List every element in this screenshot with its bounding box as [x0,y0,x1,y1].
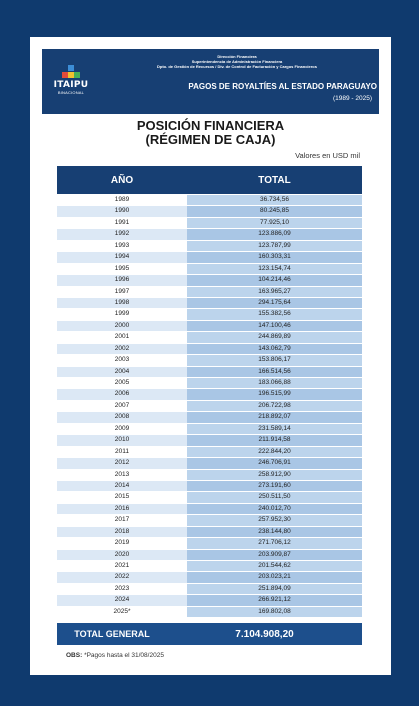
column-header-total: TOTAL [258,174,291,186]
units-label: Valores en USD mil [295,151,360,160]
itaipu-logo [50,65,92,105]
row-total: 153.806,17 [187,355,362,365]
row-year: 1995 [57,264,187,274]
total-row [57,623,362,645]
row-year: 2018 [57,527,187,537]
header-line: Dpto. de Gestión de Recursos / Div. de Control de Facturación y Cargos Financieros [157,64,317,69]
row-year: 1992 [57,229,187,239]
row-total: 183.066,88 [187,378,362,388]
footnote [66,652,164,659]
table-row [57,538,362,549]
table-row [57,309,362,320]
header-banner [42,49,379,114]
row-year: 2023 [57,584,187,594]
row-total: 257.952,30 [187,515,362,525]
row-total: 246.706,91 [187,458,362,468]
row-total: 36.734,56 [187,195,362,205]
header-line: Dirección Financiera [217,54,257,59]
page-title-line-1: POSICIÓN FINANCIERA [136,118,285,133]
row-year: 2017 [57,515,187,525]
row-total: 271.706,12 [187,538,362,548]
table-row [57,561,362,572]
row-total: 294.175,64 [187,298,362,308]
row-year: 2022 [57,572,187,582]
table-row [57,206,362,217]
header-period: (1989 - 2025) [332,95,372,102]
logo-name: ITAIPU [53,80,89,90]
row-year: 2013 [57,470,187,480]
table-row [57,344,362,355]
table-row [57,252,362,263]
logo-subtitle: BINACIONAL [57,90,85,95]
row-year: 2001 [57,332,187,342]
table-row [57,287,362,298]
row-total: 266.921,12 [187,595,362,605]
table-row [57,241,362,252]
table-row [57,355,362,366]
row-total: 80.245,85 [187,206,362,216]
row-year: 1989 [57,195,187,205]
header-title: PAGOS DE ROYALTÍES AL ESTADO PARAGUAYO [188,82,377,91]
table-row [57,401,362,412]
table-row [57,595,362,606]
table-row [57,435,362,446]
table-row [57,367,362,378]
row-total: 218.892,07 [187,412,362,422]
row-total: 104.214,46 [187,275,362,285]
total-value: 7.104.908,20 [235,628,294,640]
row-year: 2005 [57,378,187,388]
row-total: 143.062,79 [187,344,362,354]
table-body [57,195,362,618]
table-row [57,195,362,206]
page-title [30,119,391,147]
row-year: 2014 [57,481,187,491]
row-year: 1999 [57,309,187,319]
header-org-lines [102,54,372,69]
row-total: 273.191,60 [187,481,362,491]
row-year: 1997 [57,287,187,297]
row-total: 160.303,31 [187,252,362,262]
row-total: 123.787,99 [187,241,362,251]
table-row [57,584,362,595]
row-year: 2019 [57,538,187,548]
row-total: 211.914,58 [187,435,362,445]
row-total: 196.515,99 [187,389,362,399]
total-label: TOTAL GENERAL [74,629,150,639]
table-row [57,218,362,229]
row-total: 169.802,08 [187,607,362,617]
row-year: 1994 [57,252,187,262]
footnote-text: *Pagos hasta el 31/08/2025 [84,652,164,659]
row-year: 2015 [57,492,187,502]
row-year: 2002 [57,344,187,354]
row-total: 231.589,14 [187,424,362,434]
page-title-line-2: (RÉGIMEN DE CAJA) [145,132,276,147]
table-row [57,527,362,538]
table-row [57,332,362,343]
row-total: 123.886,09 [187,229,362,239]
row-year: 2020 [57,550,187,560]
row-year: 1996 [57,275,187,285]
row-total: 238.144,80 [187,527,362,537]
footnote-label: OBS: [66,652,83,659]
row-year: 2024 [57,595,187,605]
table-row [57,515,362,526]
row-total: 222.844,20 [187,447,362,457]
table-row [57,424,362,435]
logo-mark-icon [60,65,82,79]
table-row [57,481,362,492]
table-row [57,412,362,423]
table-row [57,321,362,332]
table-row [57,389,362,400]
table-row [57,298,362,309]
row-total: 203.023,21 [187,572,362,582]
table-row [57,378,362,389]
row-total: 244.869,89 [187,332,362,342]
row-year: 1990 [57,206,187,216]
row-year: 2010 [57,435,187,445]
table-row [57,550,362,561]
row-year: 2016 [57,504,187,514]
row-year: 2003 [57,355,187,365]
table-row [57,504,362,515]
row-total: 250.511,50 [187,492,362,502]
row-year: 2008 [57,412,187,422]
row-total: 77.925,10 [187,218,362,228]
row-year: 2011 [57,447,187,457]
row-year: 2000 [57,321,187,331]
row-total: 163.965,27 [187,287,362,297]
header-line: Superintendencia de Administración Financiera [191,59,283,64]
table-row [57,607,362,618]
table-row [57,275,362,286]
row-year: 2004 [57,367,187,377]
row-year: 2006 [57,389,187,399]
table-row [57,458,362,469]
row-total: 147.100,46 [187,321,362,331]
row-total: 258.912,90 [187,470,362,480]
table-row [57,447,362,458]
row-year: 2025* [57,607,187,617]
document-card [30,37,391,675]
table-row [57,229,362,240]
row-year: 1993 [57,241,187,251]
table-row [57,264,362,275]
table-row [57,492,362,503]
row-total: 166.514,56 [187,367,362,377]
row-year: 1991 [57,218,187,228]
row-total: 201.544,62 [187,561,362,571]
row-total: 240.012,70 [187,504,362,514]
row-total: 123.154,74 [187,264,362,274]
row-total: 203.909,87 [187,550,362,560]
row-total: 251.894,09 [187,584,362,594]
row-year: 2009 [57,424,187,434]
table-row [57,470,362,481]
table-row [57,572,362,583]
row-total: 206.722,98 [187,401,362,411]
column-header-year: AÑO [110,174,134,186]
row-total: 155.382,56 [187,309,362,319]
row-year: 1998 [57,298,187,308]
table-header [57,166,362,194]
row-year: 2012 [57,458,187,468]
row-year: 2021 [57,561,187,571]
row-year: 2007 [57,401,187,411]
